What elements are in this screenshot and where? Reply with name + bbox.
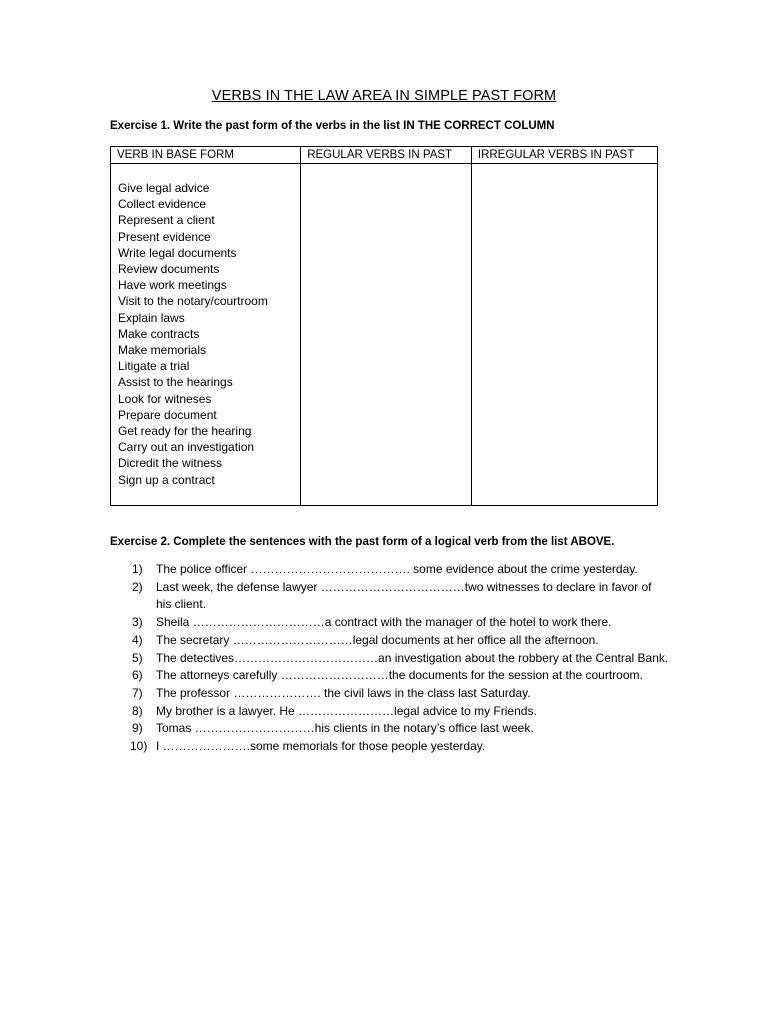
- item-number: 8): [132, 703, 143, 718]
- exercise-1-heading: Exercise 1. Write the past form of the verbs in the list IN THE CORRECT COLUMN: [110, 120, 555, 132]
- list-item: Get ready for the hearing: [118, 424, 252, 439]
- sentence-text: The professor …………………. the civil laws in the class last Saturday.: [156, 685, 531, 700]
- list-item: Assist to the hearings: [118, 375, 233, 390]
- column-header-regular-past: REGULAR VERBS IN PAST: [301, 147, 472, 164]
- list-item: Look for witneses: [118, 391, 212, 406]
- list-item: Have work meetings: [118, 278, 227, 293]
- sentence-list: [110, 561, 670, 756]
- sentence-text: The secretary …………………………legal documents at her office all the afternoon.: [156, 632, 599, 647]
- regular-past-answer-cell[interactable]: [301, 164, 472, 506]
- list-item: Sign up a contract: [118, 472, 215, 487]
- sentence-text: The police officer …………………………………. some evidence about the crime yesterday.: [156, 562, 638, 576]
- base-form-cell: [111, 164, 301, 506]
- list-item: Make memorials: [118, 343, 207, 358]
- column-header-base-form: VERB IN BASE FORM: [111, 147, 301, 164]
- item-number: 3): [132, 615, 143, 630]
- item-number: 1): [132, 562, 143, 576]
- item-number: 2): [132, 579, 143, 594]
- sentence-text: Sheila ……………………………a contract with the manager of the hotel to work there.: [156, 615, 612, 630]
- list-item: [110, 614, 670, 632]
- list-item: [110, 579, 670, 614]
- list-item: Represent a client: [118, 213, 215, 228]
- list-item: Prepare document: [118, 407, 217, 422]
- verb-list: [111, 164, 300, 488]
- list-item: [110, 650, 670, 668]
- verbs-table: [110, 146, 658, 506]
- list-item: Review documents: [118, 262, 220, 277]
- list-item: Make contracts: [118, 326, 200, 341]
- item-number: 6): [132, 668, 143, 683]
- list-item: [110, 685, 670, 703]
- list-item: Collect evidence: [118, 197, 207, 212]
- list-item: [110, 667, 670, 685]
- list-item: Present evidence: [118, 229, 211, 244]
- list-item: [110, 561, 670, 579]
- irregular-past-answer-cell[interactable]: [471, 164, 657, 506]
- list-item: [110, 720, 670, 738]
- item-number: 7): [132, 685, 143, 700]
- list-item: Write legal documents: [118, 245, 237, 260]
- sentence-text: My brother is a lawyer. He ……………………legal advice to my Friends.: [156, 703, 537, 718]
- column-header-irregular-past: IRREGULAR VERBS IN PAST: [471, 147, 657, 164]
- table-header-row: [111, 147, 658, 164]
- sentence-text: The detectives………………………………an investigation about the robbery at the Central Bank.: [156, 650, 669, 665]
- list-item: Dicredit the witness: [118, 456, 223, 471]
- exercise-2-heading: Exercise 2. Complete the sentences with the past form of a logical verb from the list ABOVE.: [110, 536, 615, 548]
- list-item: Give legal advice: [118, 181, 210, 195]
- list-item: Litigate a trial: [118, 359, 190, 374]
- item-number: 10): [130, 739, 148, 754]
- table-row: [111, 164, 658, 506]
- sentence-text: I ………………….some memorials for those people yesterday.: [156, 739, 486, 754]
- list-item: Carry out an investigation: [118, 440, 255, 455]
- list-item: Explain laws: [118, 310, 185, 325]
- sentence-text: Last week, the defense lawyer ………………………………two witnesses to declare in favor of his client.: [156, 579, 652, 612]
- item-number: 9): [132, 721, 143, 736]
- list-item: Visit to the notary/courtroom: [118, 294, 268, 309]
- sentence-text: The attorneys carefully ………………………the documents for the session at the courtroom.: [156, 668, 643, 683]
- item-number: 4): [132, 632, 143, 647]
- sentence-text: Tomas …………………………his clients in the notary’s office last week.: [156, 721, 534, 736]
- list-item: [110, 632, 670, 650]
- list-item: [110, 738, 670, 756]
- item-number: 5): [132, 650, 143, 665]
- page-title: VERBS IN THE LAW AREA IN SIMPLE PAST FORM: [211, 88, 557, 104]
- list-item: [110, 703, 670, 721]
